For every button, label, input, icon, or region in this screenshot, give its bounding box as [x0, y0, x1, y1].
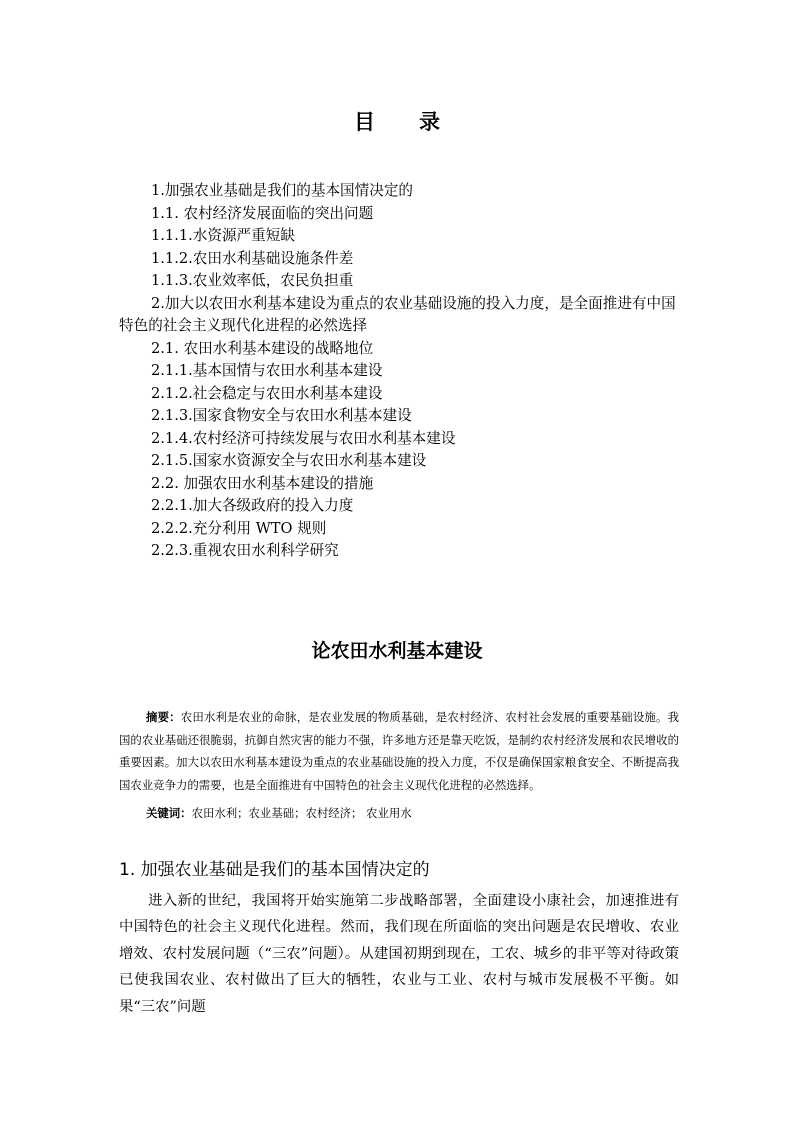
- toc-item[interactable]: 2.2.2.充分利用 WTO 规则: [151, 519, 327, 537]
- toc-item[interactable]: 2.1.3.国家食物安全与农田水利基本建设: [151, 407, 412, 424]
- keywords-text: 农田水利；农业基础；农村经济； 农业用水: [191, 806, 412, 820]
- toc-item[interactable]: 2.1.1.基本国情与农田水利基本建设: [151, 362, 383, 379]
- toc-item[interactable]: 1.1.1.水资源严重短缺: [151, 227, 295, 244]
- toc-item[interactable]: 2.2. 加强农田水利基本建设的措施: [151, 474, 374, 492]
- toc-item[interactable]: 2.加大以农田水利基本建设为重点的农业基础设施的投入力度，是全面推进有中国特色的社会主义现代化进程的必然选择: [119, 294, 676, 334]
- toc-item[interactable]: 2.2.3.重视农田水利科学研究: [151, 542, 339, 559]
- keywords: [146, 802, 686, 824]
- toc-item[interactable]: 1.1.2.农田水利基础设施条件差: [151, 249, 354, 267]
- toc-item[interactable]: 1.1. 农村经济发展面临的突出问题: [151, 204, 374, 222]
- toc-item[interactable]: 2.1.5.国家水资源安全与农田水利基本建设: [151, 452, 427, 469]
- toc-item[interactable]: 1.1.3.农业效率低，农民负担重: [151, 272, 354, 289]
- toc-item[interactable]: 2.1.4.农村经济可持续发展与农田水利基本建设: [151, 429, 456, 447]
- toc-item[interactable]: 2.1.2.社会稳定与农田水利基本建设: [151, 384, 383, 402]
- abstract-text: 农田水利是农业的命脉，是农业发展的物质基础，是农村经济、农村社会发展的重要基础设施。我国的农业基础还很脆弱，抗御自然灾害的能力不强，许多地方还是靠天吃饭，是制约农村经济发展和农民增收的重要因素。加大以农田水利基本建设为重点的农业基础设施的投入力度，不仅是确保国家粮食安全、不断提高我国农业竞争力的需要，也是全面推进有中国特色的社会主义现代化进程的必然选择。: [119, 710, 679, 792]
- section-heading: 1. 加强农业基础是我们的基本国情决定的: [119, 860, 430, 880]
- toc-item[interactable]: 2.1. 农田水利基本建设的战略地位: [151, 339, 374, 357]
- paper-title: 论农田水利基本建设: [311, 640, 483, 662]
- toc-title-char-1: 目: [354, 110, 375, 134]
- table-of-contents: [119, 180, 689, 563]
- toc-item[interactable]: 2.2.1.加大各级政府的投入力度: [151, 497, 354, 514]
- toc-title: [0, 106, 794, 136]
- toc-title-char-2: 录: [419, 110, 440, 134]
- body-paragraph: 进入新的世纪，我国将开始实施第二步战略部署，全面建设小康社会，加速推进有中国特色的社会主义现代化进程。然而，我们现在所面临的突出问题是农民增收、农业增效、农村发展问题（“三农”问题）。从建国初期到现在，工农、城乡的非平等对待政策已使我国农业、农村做出了巨大的牺牲，农业与工业、农村与城市发展极不平衡。如果“三农”问题: [119, 893, 679, 1015]
- toc-item[interactable]: 1.加强农业基础是我们的基本国情决定的: [151, 182, 414, 199]
- abstract: [119, 706, 679, 796]
- keywords-label: 关键词：: [146, 806, 192, 820]
- abstract-label: 摘要：: [146, 710, 181, 724]
